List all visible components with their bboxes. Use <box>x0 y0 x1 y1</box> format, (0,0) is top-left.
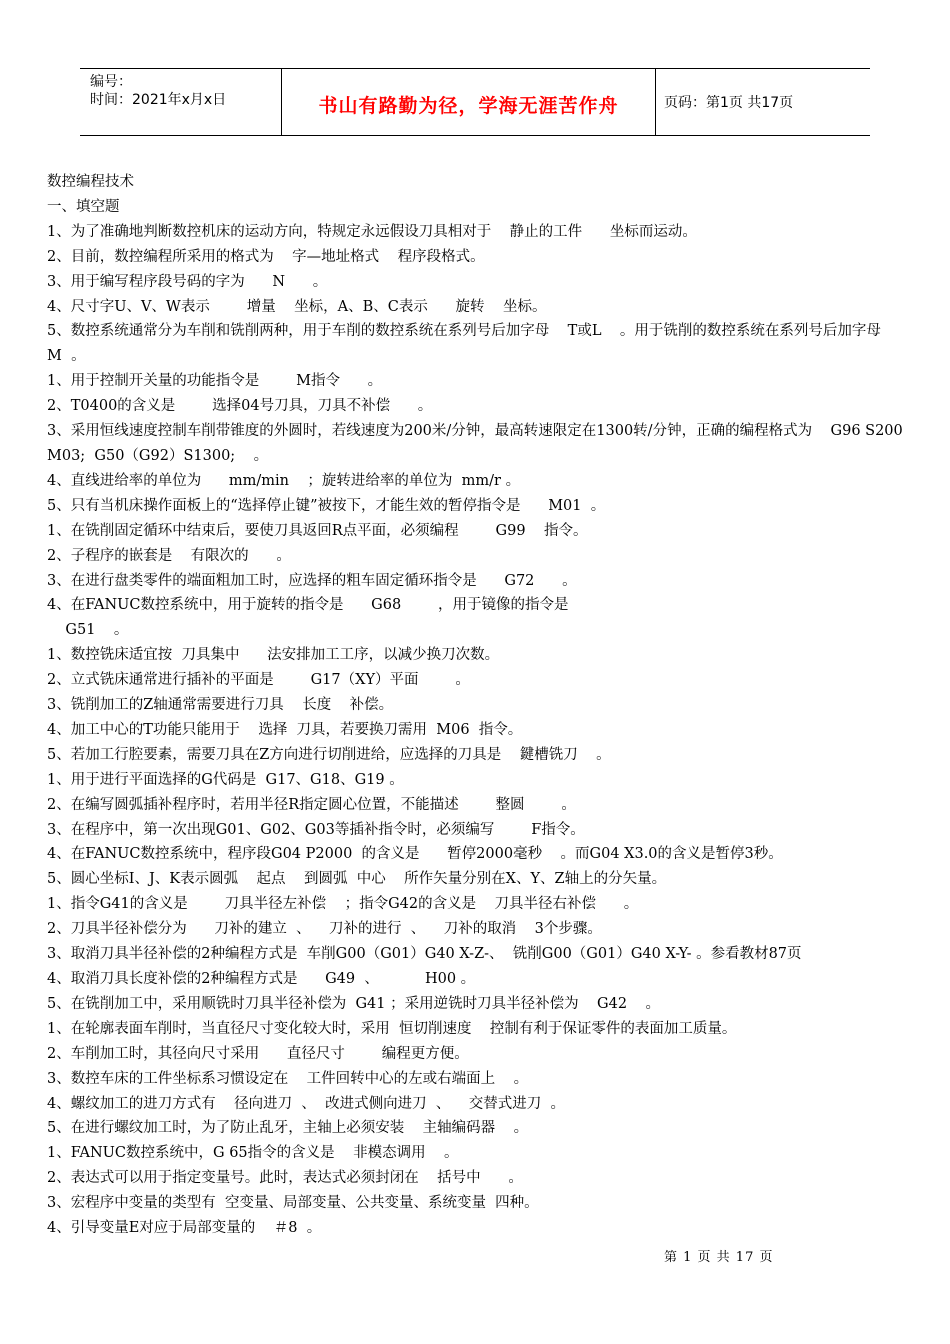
question-line: 5、只有当机床操作面板上的“选择停止键”被按下，才能生效的暂停指令是 M01 。 <box>47 497 606 514</box>
question-line: 1、为了准确地判断数控机床的运动方向，特规定永远假设刀具相对于 静止的工件 坐标而运动。 <box>47 223 697 240</box>
header-time-label: 时间：2021年x月x日 <box>90 92 227 108</box>
question-line: 1、在铣削固定循环中结束后，要使刀具返回R点平面，必须编程 G99 指令。 <box>47 522 588 539</box>
question-line: 5、圆心坐标I、J、K表示圆弧 起点 到圆弧 中心 所作矢量分别在X、Y、Z轴上的分矢量。 <box>47 871 667 888</box>
question-line: 5、数控系统通常分为车削和铣削两种，用于车削的数控系统在系列号后加字母 T或L 。用于铣削的数控系统在系列号后加字母 M 。 <box>47 323 900 365</box>
question-line: 1、在轮廓表面车削时，当直径尺寸变化较大时，采用 恒切削速度 控制有利于保证零件的表面加工质量。 <box>47 1020 737 1037</box>
question-line: 3、宏程序中变量的类型有 空变量、局部变量、公共变量、系统变量 四种。 <box>47 1195 539 1212</box>
question-line: 5、在铣削加工中，采用顺铣时刀具半径补偿为 G41 ；采用逆铣时刀具半径补偿为 G42 。 <box>47 995 660 1012</box>
question-line: 4、尺寸字U、V、W表示 增量 坐标，A、B、C表示 旋转 坐标。 <box>47 298 547 315</box>
question-line: 1、用于控制开关量的功能指令是 M指令 。 <box>47 373 383 390</box>
question-line: 1、指令G41的含义是 刀具半径左补偿 ；指令G42的含义是 刀具半径右补偿 。 <box>47 896 639 913</box>
section-heading: 一、填空题 <box>47 198 120 215</box>
question-line: 1、数控铣床适宜按 刀具集中 法安排加工工序，以减少换刀次数。 <box>47 647 500 664</box>
question-line: 3、铣削加工的Z轴通常需要进行刀具 长度 补偿。 <box>47 697 394 714</box>
question-line: 4、直线进给率的单位为 mm/min ；旋转进给率的单位为 mm/r 。 <box>47 472 521 489</box>
question-line: 4、在FANUC数控系统中，用于旋转的指令是 G68 ，用于镜像的指令是 <box>47 597 569 614</box>
question-line: 2、子程序的嵌套是 有限次的 。 <box>47 547 291 564</box>
page-footer: 第 1 页 共 17 页 <box>664 1250 774 1265</box>
question-line: 2、车削加工时，其径向尺寸采用 直径尺寸 编程更方便。 <box>47 1045 469 1062</box>
question-line: 1、用于进行平面选择的G代码是 G17、G18、G19 。 <box>47 771 404 788</box>
question-line: 3、采用恒线速度控制车削带锥度的外圆时，若线速度为200米/分钟，最高转速限定在1300转/分钟，正确的编程格式为 G96 S200 M03; G50（G92）S1300; 。 <box>47 423 908 464</box>
question-line: 2、立式铣床通常进行插补的平面是 G17（XY）平面 。 <box>47 672 470 689</box>
question-line: 2、表达式可以用于指定变量号。此时，表达式必须封闭在 括号中 。 <box>47 1170 523 1187</box>
question-line: 2、在编写圆弧插补程序时，若用半径R指定圆心位置，不能描述 整圆 。 <box>47 796 576 813</box>
header-meta <box>80 69 282 135</box>
document-body <box>47 170 913 1241</box>
question-line: 1、FANUC数控系统中，G 65指令的含义是 非模态调用 。 <box>47 1145 459 1162</box>
document-title: 数控编程技术 <box>47 174 134 190</box>
question-line: 5、若加工行腔要素，需要刀具在Z方向进行切削进给，应选择的刀具是 鍵槽铣刀 。 <box>47 746 611 763</box>
question-line: 2、刀具半径补偿分为 刀补的建立 、 刀补的进行 、 刀补的取消 3个步骤。 <box>47 921 602 938</box>
question-line: 2、目前，数控编程所采用的格式为 字—地址格式 程序段格式。 <box>47 248 485 265</box>
question-line: 4、螺纹加工的进刀方式有 径向进刀 、 改进式侧向进刀 、 交替式进刀 。 <box>47 1095 565 1112</box>
question-line: 4、在FANUC数控系统中，程序段G04 P2000 的含义是 暂停2000毫秒 。而G04 X3.0的含义是暂停3秒。 <box>47 846 783 863</box>
question-line: 2、T0400的含义是 选择04号刀具，刀具不补偿 。 <box>47 398 433 415</box>
header-page-info: 页码：第1页 共17页 <box>664 95 794 111</box>
question-line: 5、在进行螺纹加工时，为了防止乱牙，主轴上必须安装 主轴编码器 。 <box>47 1120 529 1137</box>
question-line: 4、加工中心的T功能只能用于 选择 刀具，若要换刀需用 M06 指令。 <box>47 721 523 738</box>
question-line: 3、用于编写程序段号码的字为 N 。 <box>47 273 328 290</box>
question-line: 3、在进行盘类零件的端面粗加工时，应选择的粗车固定循环指令是 G72 。 <box>47 572 577 589</box>
question-line: 3、数控车床的工件坐标系习惯设定在 工件回转中心的左或右端面上 。 <box>47 1070 529 1087</box>
header-motto: 书山有路勤为径，学海无涯苦作舟 <box>282 69 656 135</box>
question-line: 3、在程序中，第一次出现G01、G02、G03等插补指令时，必须编写 F指令。 <box>47 821 585 838</box>
question-line: G51 。 <box>47 622 129 639</box>
question-line: 4、引导变量E对应于局部变量的 ＃8 。 <box>47 1220 322 1237</box>
question-line: 3、取消刀具半径补偿的2种编程方式是 车削G00（G01）G40 X-Z-、 铣削G00（G01）G40 X-Y- 。参看教材87页 <box>47 946 802 963</box>
question-line: 4、取消刀具长度补偿的2种编程方式是 G49 、 H00 。 <box>47 971 476 987</box>
header-number-label: 编号： <box>90 74 132 90</box>
page-header <box>80 68 870 136</box>
